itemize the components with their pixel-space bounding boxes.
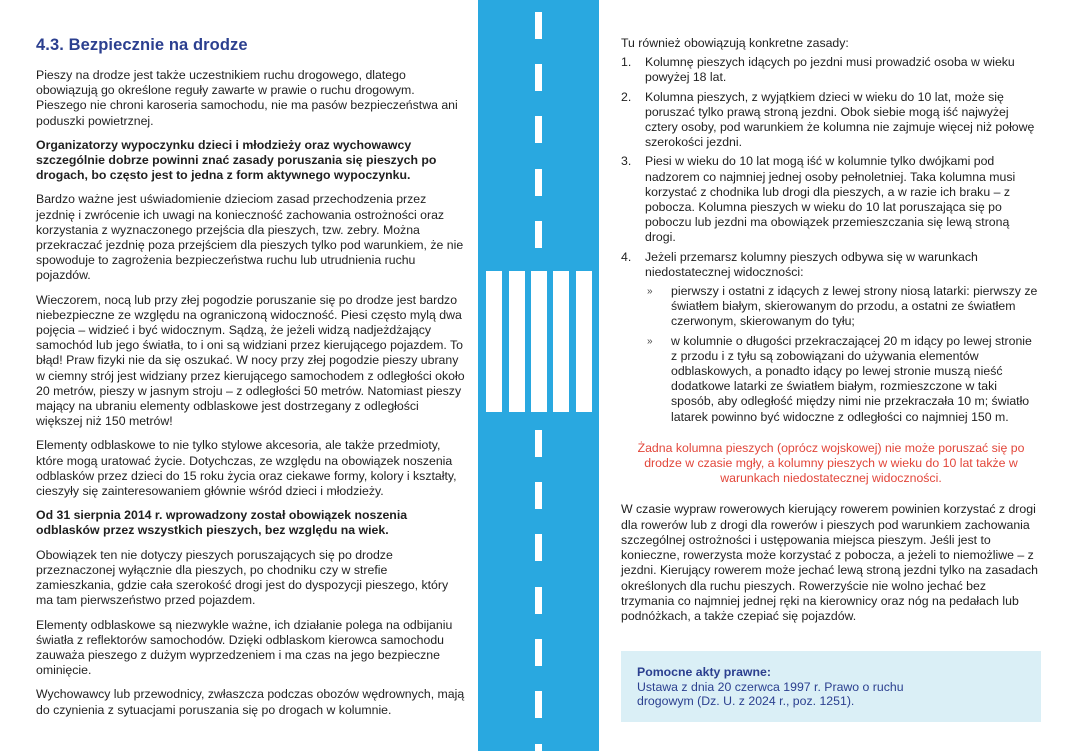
zebra-stripe bbox=[531, 271, 547, 412]
road-dash bbox=[535, 169, 542, 196]
paragraph-reflectors: Elementy odblaskowe to nie tylko stylowe akcesoria, ale także przedmioty, które mogą uratować życie. Dotychczas, ze względu na obowiązek noszenia odblasków przez dzieci do 15 roku życia oraz ciekawe formy, kolory i kształty, cieszyły się zainteresowaniem głównie wśród dzieci i młodzieży. bbox=[36, 438, 457, 499]
rule-item bbox=[621, 250, 1041, 425]
rule-text: Piesi w wieku do 10 lat mogą iść w kolumnie tylko dwójkami pod nadzorem co najmniej jednej osoby pełnoletniej. Taka kolumna musi korzystać z chodnika lub drogi dla pieszych, a w razie ich braku – z pobocza. Kolumna pieszych w wieku do 10 lat poruszająca się po poboczu lub jezdni ma obowiązek przemieszczania się lewą stroną drogi. bbox=[645, 154, 1016, 245]
paragraph-crossing: Bardzo ważne jest uświadomienie dzieciom zasad przechodzenia przez jezdnię i zwrócenie ich uwagi na konieczność zachowania ostrożności oraz korzystania z wyznaczonego przejścia dla pieszych, tzw. zebry. Można przekraczać jezdnię poza przejściem dla pieszych tylko pod warunkiem, że nie spowoduje to zagrożenia bezpieczeństwa ruchu lub utrudnienia ruchu pojazdów. bbox=[36, 192, 464, 283]
legal-acts-text: Ustawa z dnia 20 czerwca 1997 r. Prawo o ruchu drogowym (Dz. U. z 2024 r., poz. 1251). bbox=[637, 679, 904, 708]
paragraph-reflector-importance: Elementy odblaskowe są niezwykle ważne, ich działanie polega na odbijaniu światła z reflektorów samochodów. Dzięki odblaskom kierowca samochodu zauważa pieszego z dużym wyprzedzeniem i ma czas na jego bezpieczne ominięcie. bbox=[36, 617, 453, 678]
rule-item bbox=[621, 154, 1041, 245]
left-column bbox=[36, 36, 468, 727]
sub-rule-item bbox=[645, 284, 1041, 330]
rule-number: 1. bbox=[621, 55, 632, 70]
road-dash bbox=[535, 639, 542, 666]
sub-rules-list bbox=[645, 284, 1041, 425]
paragraph-visibility: Wieczorem, nocą lub przy złej pogodzie poruszanie się po drodze jest bardzo niebezpieczne ze względu na ograniczoną widoczność. Piesi często mylą dwa pojęcia – widzieć i być widocznym. Sądzą, że jeżeli widzą nadjeżdżający samochód lub jego światła, to i oni są widziani przez kierującego pojazdem. To błąd! Praw fizyki nie da się oszukać. W nocy przy złej pogodzie pieszy ubrany w ciemny strój jest widziany przez kierującego samochodem z odległości około 20 metrów, pieszy w jasnym stroju – z odległości 50 metrów. Natomiast pieszy mający na ubraniu elementy odblaskowe jest dostrzegany z odległości większej niż 150 metrów! bbox=[36, 292, 465, 429]
paragraph-cycling: W czasie wypraw rowerowych kierujący rowerem powinien korzystać z drogi dla rowerów lub z drogi dla rowerów i pieszych pod warunkiem zachowania szczególnej ostrożności i ustępowania miejsca pieszym. Jeśli jest to konieczne, rowerzysta może korzystać z pobocza, a jeżeli to niemożliwe – z jezdni. Kierujący rowerem może jechać lewą stroną jezdni tylko na zasadach określonych dla ruchu pieszych. Rowerzyście nie wolno jechać bez trzymania co najmniej jednej ręki na kierownicy oraz nóg na pedałach lub podnóżkach, a także czepiać się pojazdów. bbox=[621, 502, 1038, 623]
road-dash bbox=[535, 587, 542, 614]
paragraph-column: Wychowawcy lub przewodnicy, zwłaszcza podczas obozów wędrownych, mają do czynienia z sytuacjami poruszania się po drogach w kolumnie. bbox=[36, 687, 465, 717]
rules-list bbox=[621, 55, 1041, 425]
rule-number: 2. bbox=[621, 89, 632, 104]
zebra-stripe bbox=[576, 271, 592, 412]
road-dash bbox=[535, 12, 542, 39]
rule-text: Kolumnę pieszych idących po jezdni musi prowadzić osoba w wieku powyżej 18 lat. bbox=[645, 55, 1015, 85]
road-dash bbox=[535, 430, 542, 457]
fog-warning: Żadna kolumna pieszych (oprócz wojskowej) nie może poruszać się po drodze w czasie mgły, a kolumny pieszych w wieku do 10 lat także w warunkach niedostatecznej widoczności. bbox=[637, 440, 1025, 486]
right-column bbox=[621, 36, 1041, 633]
rules-intro: Tu również obowiązują konkretne zasady: bbox=[621, 36, 849, 50]
section-title: 4.3. Bezpiecznie na drodze bbox=[36, 36, 248, 54]
paragraph-obligation: Od 31 sierpnia 2014 r. wprowadzony został obowiązek noszenia odblasków przez wszystkich pieszych, bez względu na wiek. bbox=[36, 508, 408, 538]
paragraph-intro: Pieszy na drodze jest także uczestnikiem ruchu drogowego, dlatego obowiązują go określone reguły zawarte w prawie o ruchu drogowym. Pieszego nie chroni karoseria samochodu, nie ma pasów bezpieczeństwa ani poduszki powietrznej. bbox=[36, 68, 458, 128]
zebra-stripe bbox=[553, 271, 569, 412]
chevron-bullet-icon: » bbox=[647, 335, 653, 347]
road-dash bbox=[535, 116, 542, 143]
road-dash bbox=[535, 744, 542, 751]
zebra-stripe bbox=[486, 271, 502, 412]
rule-item bbox=[621, 90, 1041, 151]
road-illustration bbox=[478, 0, 599, 751]
rule-number: 4. bbox=[621, 249, 632, 264]
road-dash bbox=[535, 534, 542, 561]
chevron-bullet-icon: » bbox=[647, 286, 653, 298]
legal-acts-box bbox=[621, 651, 1041, 722]
sub-rule-text: pierwszy i ostatni z idących z lewej strony niosą latarki: pierwszy ze światłem białym, skierowanym do przodu, a ostatni ze światłem czerwonym, skierowanym do tyłu; bbox=[671, 284, 1038, 329]
road-dash bbox=[535, 221, 542, 248]
paragraph-exemption: Obowiązek ten nie dotyczy pieszych poruszających się po drodze przeznaczonej wyłącznie dla pieszych, po chodniku czy w strefie zamieszkania, gdzie cała szerokość drogi jest do dyspozycji pieszego, który ma tam pierwszeństwo przed pojazdem. bbox=[36, 547, 449, 608]
zebra-stripe bbox=[509, 271, 525, 412]
rule-text: Jeżeli przemarsz kolumny pieszych odbywa się w warunkach niedostatecznej widoczności: bbox=[645, 249, 978, 279]
road-dash bbox=[535, 691, 542, 718]
road-dash bbox=[535, 482, 542, 509]
road-dash bbox=[535, 64, 542, 91]
sub-rule-item bbox=[645, 334, 1041, 425]
rule-item bbox=[621, 55, 1041, 85]
legal-acts-title: Pomocne akty prawne: bbox=[637, 665, 771, 679]
sub-rule-text: w kolumnie o długości przekraczającej 20 m idący po lewej stronie z przodu i z tyłu są zobowiązani do używania elementów odblaskowych, a ponadto idący po lewej stronie muszą nieść dodatkowe latarki ze światłem białym, rozmieszczone w taki sposób, aby odległość między nimi nie przekraczała 10 m; światło latarek powinno być widoczne z odległości co najmniej 150 m. bbox=[671, 333, 1032, 424]
rule-number: 3. bbox=[621, 154, 632, 169]
paragraph-organizers: Organizatorzy wypoczynku dzieci i młodzieży oraz wychowawcy szczególnie dobrze powinni znać zasady poruszania się pieszych po drogach, bo często jest to jedna z form aktywnego wypoczynku. bbox=[36, 137, 437, 183]
rule-text: Kolumna pieszych, z wyjątkiem dzieci w wieku do 10 lat, może się poruszać tylko prawą stroną jezdni. Obok siebie mogą iść najwyżej cztery osoby, pod warunkiem że kolumna nie zajmuje więcej niż połowę szerokości jezdni. bbox=[645, 89, 1035, 150]
